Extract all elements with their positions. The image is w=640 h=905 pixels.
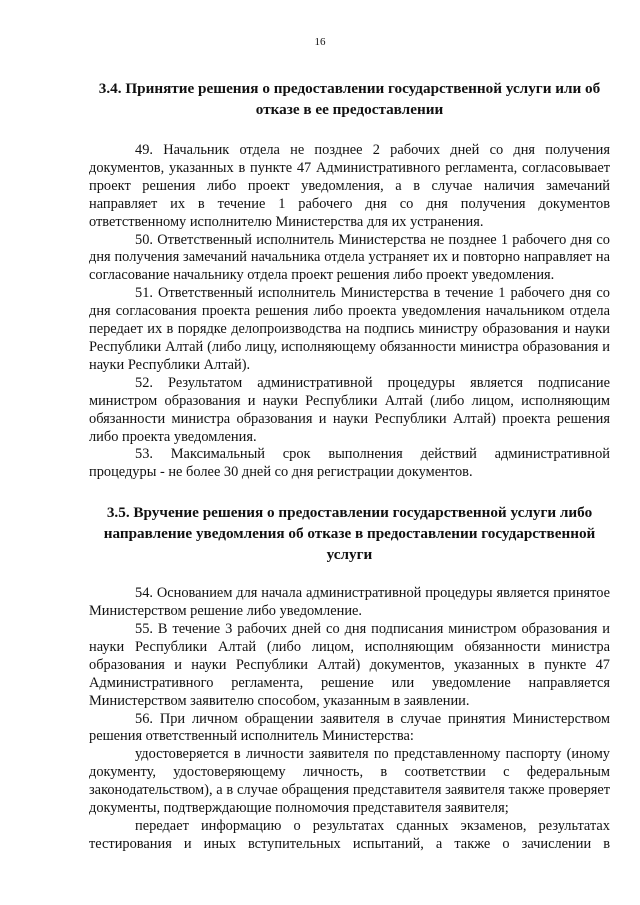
paragraph-52: 52. Результатом административной процедуры является подписание министром образования и науки Республики Алтай (либо лицом, исполняющим обязанности министра образования и науки Республики Алтай) проекта решения либо проекта уведомления. xyxy=(89,374,610,445)
paragraph-56-item-transfer: передает информацию о результатах сданных экзаменов, результатах тестирования и иных вступительных испытаний, а также о зачислении в xyxy=(89,818,610,852)
paragraph-53: 53. Максимальный срок выполнения действий административной процедуры - не более 30 дней со дня регистрации документов. xyxy=(89,446,610,481)
paragraph-56-item-identity: удостоверяется в личности заявителя по представленному паспорту (иному документу, удостоверяющему личность, в соответствии с федеральным законодательством), а в случае обращения представителя заявителя также проверяет документы, подтверждающие полномочия представителя заявителя; xyxy=(89,746,610,817)
paragraph-51: 51. Ответственный исполнитель Министерства в течение 1 рабочего дня со дня согласования проекта решения либо проекта уведомления начальником отдела передает их в порядке делопроизводства на подпись министру образования и науки Республики Алтай (либо лицу, исполняющему обязанности министра образования и науки Республики Алтай). xyxy=(89,285,610,373)
page-content xyxy=(89,78,610,854)
section-heading-3-4: 3.4. Принятие решения о предоставлении государственной услуги или об отказе в ее предоставлении xyxy=(98,80,601,118)
paragraph-50: 50. Ответственный исполнитель Министерства не позднее 1 рабочего дня со дня получения замечаний начальника отдела устраняет их и повторно направляет на согласование начальнику отдела проект решения либо проект уведомления. xyxy=(89,231,610,284)
section-heading-3-5: 3.5. Вручение решения о предоставлении государственной услуги либо направление уведомления об отказе в предоставлении государственной услуги xyxy=(103,504,596,564)
paragraph-49: 49. Начальник отдела не позднее 2 рабочих дней со дня получения документов, указанных в пункте 47 Административного регламента, согласовывает проект решения либо проект уведомления, а в случае наличия замечаний направляет их в течение 1 рабочего дня со дня получения документов ответственному исполнителю Министерства для их устранения. xyxy=(89,142,610,230)
paragraph-54: 54. Основанием для начала административной процедуры является принятое Министерством решение либо уведомление. xyxy=(89,585,610,620)
paragraph-55: 55. В течение 3 рабочих дней со дня подписания министром образования и науки Республики Алтай (либо лицом, исполняющим обязанности министра образования и науки Республики Алтай) документов, указанных в пункте 47 Административного регламента, решение или уведомление направляется Министерством заявителю способом, указанным в заявлении. xyxy=(89,621,610,709)
page-number: 16 xyxy=(314,36,326,48)
paragraph-56: 56. При личном обращении заявителя в случае принятия Министерством решения ответственный исполнитель Министерства: xyxy=(89,710,610,745)
